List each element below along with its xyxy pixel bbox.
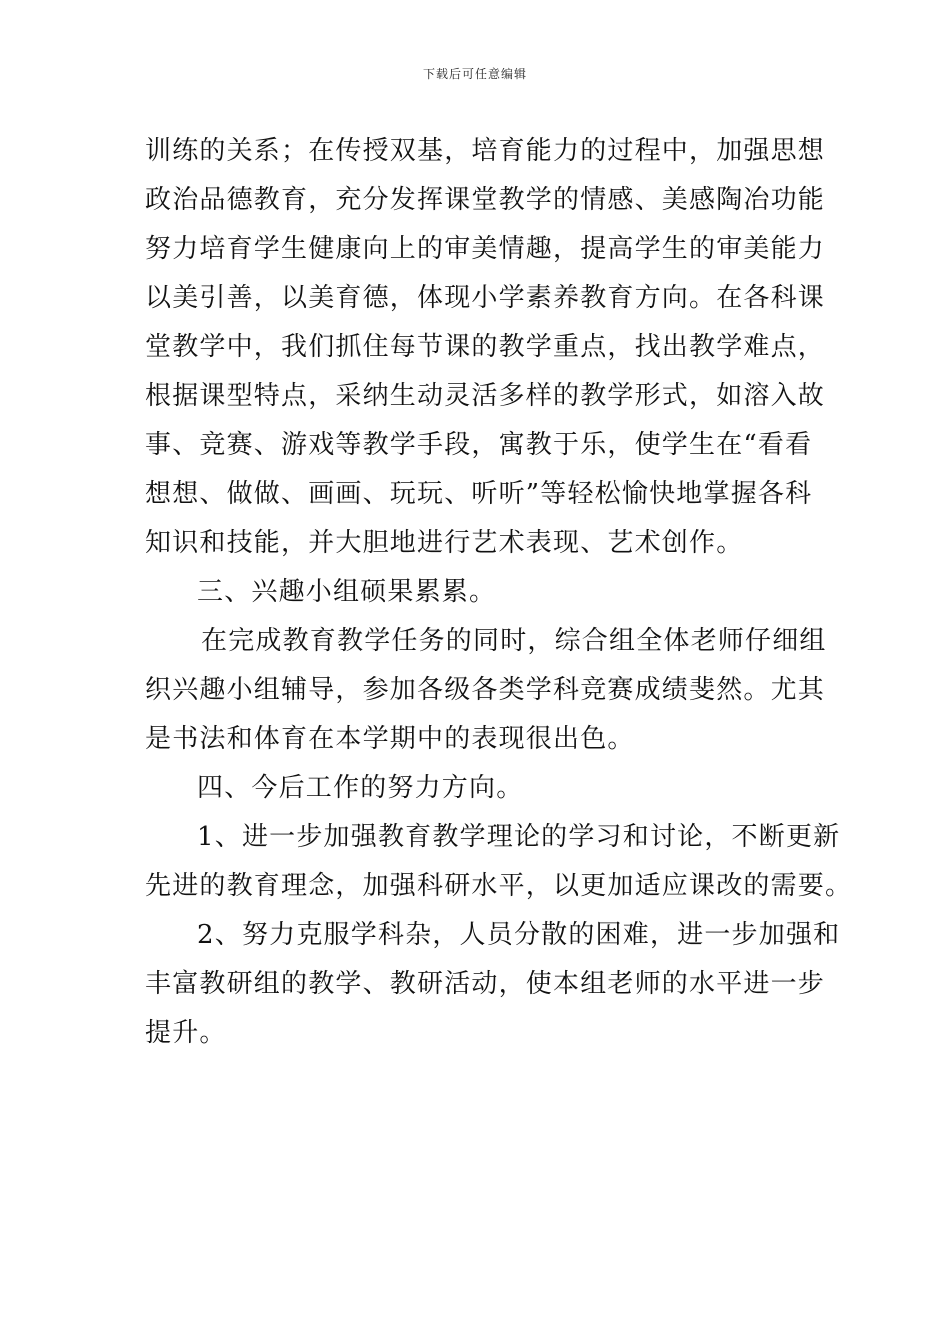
- page-header: 下载后可任意编辑: [422, 67, 527, 81]
- paragraph-line: 是书法和体育在本学期中的表现很出色。: [145, 724, 635, 754]
- paragraph-line: 丰富教研组的教学、教研活动，使本组老师的水平进一步: [145, 969, 826, 999]
- paragraph-line: 事、竞赛、游戏等教学手段，寓教于乐，使学生在“看看: [145, 430, 813, 460]
- paragraph-line: 织兴趣小组辅导，参加各级各类学科竞赛成绩斐然。尤其: [145, 675, 826, 705]
- paragraph-line: 在完成教育教学任务的同时，综合组全体老师仔细组: [201, 626, 827, 656]
- paragraph-line: 知识和技能，并大胆地进行艺术表现、艺术创作。: [145, 528, 744, 558]
- paragraph-line: 政治品德教育，充分发挥课堂教学的情感、美感陶冶功能: [145, 185, 826, 215]
- paragraph-line: 先进的教育理念，加强科研水平，以更加适应课改的需要。: [145, 871, 853, 901]
- paragraph-line: 努力培育学生健康向上的审美情趣，提高学生的审美能力: [145, 234, 826, 264]
- paragraph-line: 堂教学中，我们抓住每节课的教学重点，找出教学难点，: [145, 332, 826, 362]
- list-item-line: 1、进一步加强教育教学理论的学习和讨论，不断更新: [197, 822, 841, 852]
- paragraph-line: 训练的关系；在传授双基，培育能力的过程中，加强思想: [145, 136, 826, 166]
- body-text: [145, 127, 853, 1058]
- list-item-line: 2、努力克服学科杂，人员分散的困难，进一步加强和: [197, 920, 841, 950]
- paragraph-line: 根据课型特点，采纳生动灵活多样的教学形式，如溶入故: [145, 381, 826, 411]
- section-heading: 四、今后工作的努力方向。: [197, 773, 524, 803]
- paragraph-line: 想想、做做、画画、玩玩、听听”等轻松愉快地掌握各科: [145, 479, 813, 509]
- paragraph-line: 提升。: [145, 1018, 227, 1048]
- paragraph-line: 以美引善，以美育德，体现小学素养教育方向。在各科课: [145, 283, 826, 313]
- section-heading: 三、兴趣小组硕果累累。: [197, 577, 497, 607]
